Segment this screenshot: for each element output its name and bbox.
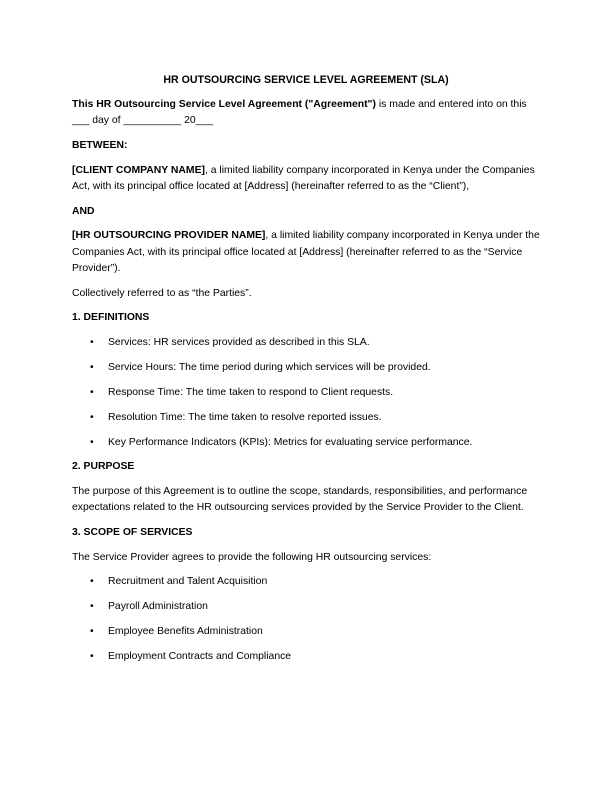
provider-paragraph <box>72 228 540 277</box>
purpose-paragraph: The purpose of this Agreement is to outline the scope, standards, responsibilities, and performance expectations related to the HR outsourcing services provided by the Service Provider to the Client. <box>72 486 528 514</box>
list-item: • Response Time: The time taken to respond to Client requests. <box>72 385 540 401</box>
agreement-name: This HR Outsourcing Service Level Agreement ("Agreement") <box>72 99 376 111</box>
list-item: • Resolution Time: The time taken to resolve reported issues. <box>72 410 540 426</box>
list-item: • Employee Benefits Administration <box>72 624 540 640</box>
client-description: , a limited liability company incorporated in Kenya under the Companies Act, with its principal office located at [Address] (hereinafter referred to as the “Client”), <box>72 164 535 193</box>
client-paragraph <box>72 163 540 195</box>
list-item: • Services: HR services provided as described in this SLA. <box>72 335 540 351</box>
between-label: BETWEEN: <box>72 140 128 152</box>
list-item: • Key Performance Indicators (KPIs): Metrics for evaluating service performance. <box>72 435 540 451</box>
list-item: • Service Hours: The time period during which services will be provided. <box>72 360 540 376</box>
list-item: • Employment Contracts and Compliance <box>72 649 540 665</box>
bullet-icon: • <box>90 386 94 398</box>
bullet-icon: • <box>90 411 94 423</box>
scope-intro-paragraph: The Service Provider agrees to provide the following HR outsourcing services: <box>72 551 432 563</box>
bullet-icon: • <box>90 361 94 373</box>
section-heading-purpose: 2. PURPOSE <box>72 461 135 473</box>
provider-description: , a limited liability company incorporated in Kenya under the Companies Act, with its principal office located at [Address] (hereinafter referred to as the “Service Provider”). <box>72 230 540 274</box>
collectively-paragraph: Collectively referred to as “the Parties”. <box>72 287 252 299</box>
definitions-list <box>72 335 540 451</box>
document-title: HR OUTSOURCING SERVICE LEVEL AGREEMENT (SLA) <box>163 74 449 86</box>
services-list <box>72 574 540 665</box>
document-page <box>72 72 540 674</box>
list-item: • Payroll Administration <box>72 599 540 615</box>
section-heading-definitions: 1. DEFINITIONS <box>72 312 150 324</box>
bullet-icon: • <box>90 651 94 663</box>
intro-text: is made and entered into on this ___ day of __________ 20___ <box>72 99 527 127</box>
list-item: • Recruitment and Talent Acquisition <box>72 574 540 590</box>
bullet-icon: • <box>90 336 94 348</box>
intro-paragraph <box>72 97 540 129</box>
bullet-icon: • <box>90 601 94 613</box>
client-name: [CLIENT COMPANY NAME] <box>72 164 205 176</box>
bullet-icon: • <box>90 576 94 588</box>
and-label: AND <box>72 205 95 217</box>
bullet-icon: • <box>90 626 94 638</box>
bullet-icon: • <box>90 436 94 448</box>
provider-name: [HR OUTSOURCING PROVIDER NAME] <box>72 230 266 242</box>
section-heading-scope: 3. SCOPE OF SERVICES <box>72 527 193 538</box>
